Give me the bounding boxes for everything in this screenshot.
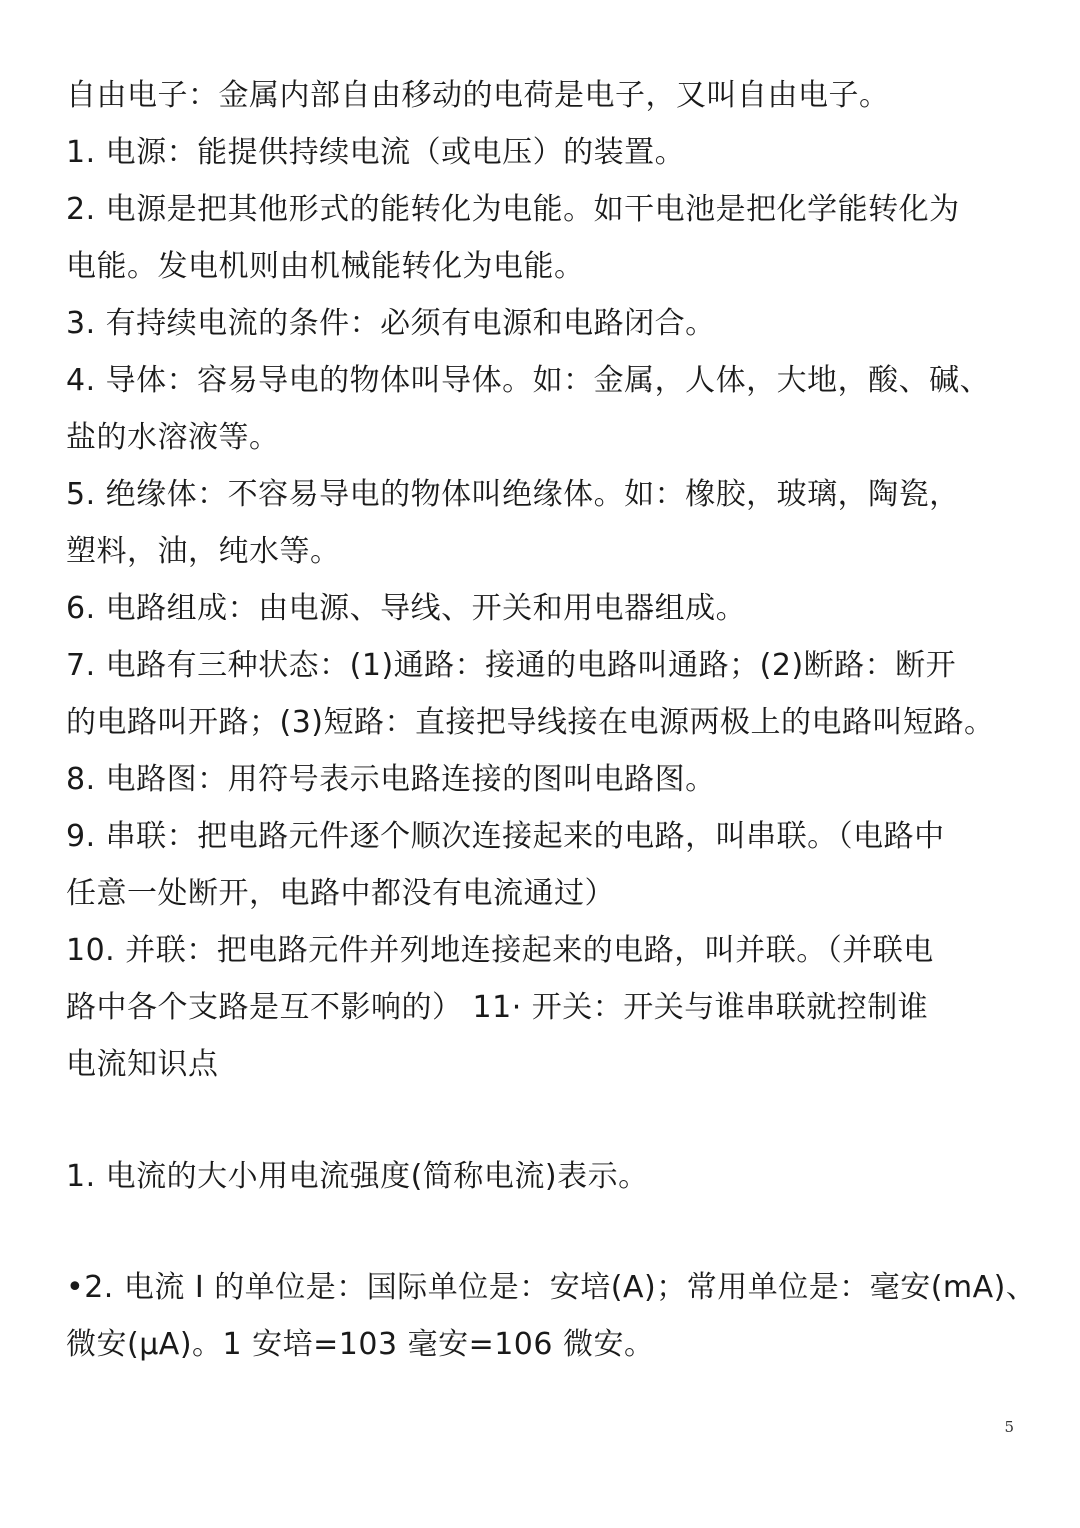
text-line-current-2: •2. 电流 I 的单位是：国际单位是：安培(A)；常用单位是：毫安(mA)、	[66, 1270, 1037, 1305]
text-line-item-2-cont: 电能。发电机则由机械能转化为电能。	[66, 249, 585, 284]
text-line-item-4-cont: 盐的水溶液等。	[66, 420, 280, 455]
text-line-item-9-cont: 任意一处断开，电路中都没有电流通过）	[66, 876, 615, 911]
text-line-item-7: 7. 电路有三种状态：(1)通路：接通的电路叫通路；(2)断路：断开	[66, 648, 957, 683]
text-line-item-4: 4. 导体：容易导电的物体叫导体。如：金属，人体，大地，酸、碱、	[66, 363, 991, 398]
text-line-item-9: 9. 串联：把电路元件逐个顺次连接起来的电路，叫串联。（电路中	[66, 819, 945, 854]
text-line-current-1: 1. 电流的大小用电流强度(简称电流)表示。	[66, 1159, 649, 1194]
text-line-item-10-cont: 路中各个支路是互不影响的） 11· 开关：开关与谁串联就控制谁	[66, 990, 929, 1025]
text-line-item-7-cont: 的电路叫开路；(3)短路：直接把导线接在电源两极上的电路叫短路。	[66, 705, 995, 740]
text-line-item-3: 3. 有持续电流的条件：必须有电源和电路闭合。	[66, 306, 716, 341]
page-number: 5	[1004, 1418, 1014, 1436]
text-line-item-6: 6. 电路组成：由电源、导线、开关和用电器组成。	[66, 591, 747, 626]
text-line-item-8: 8. 电路图：用符号表示电路连接的图叫电路图。	[66, 762, 716, 797]
text-line-item-5-cont: 塑料，油，纯水等。	[66, 534, 341, 569]
text-line-item-5: 5. 绝缘体：不容易导电的物体叫绝缘体。如：橡胶，玻璃，陶瓷，	[66, 477, 960, 512]
text-line-free-electrons: 自由电子：金属内部自由移动的电荷是电子，又叫自由电子。	[66, 78, 890, 113]
text-line-item-2: 2. 电源是把其他形式的能转化为电能。如干电池是把化学能转化为	[66, 192, 960, 227]
text-line-item-10: 10. 并联：把电路元件并列地连接起来的电路，叫并联。（并联电	[66, 933, 934, 968]
section-heading-current: 电流知识点	[66, 1047, 219, 1082]
text-line-item-1: 1. 电源：能提供持续电流（或电压）的装置。	[66, 135, 686, 170]
text-line-current-2-cont: 微安(μA)。1 安培=103 毫安=106 微安。	[66, 1327, 655, 1362]
